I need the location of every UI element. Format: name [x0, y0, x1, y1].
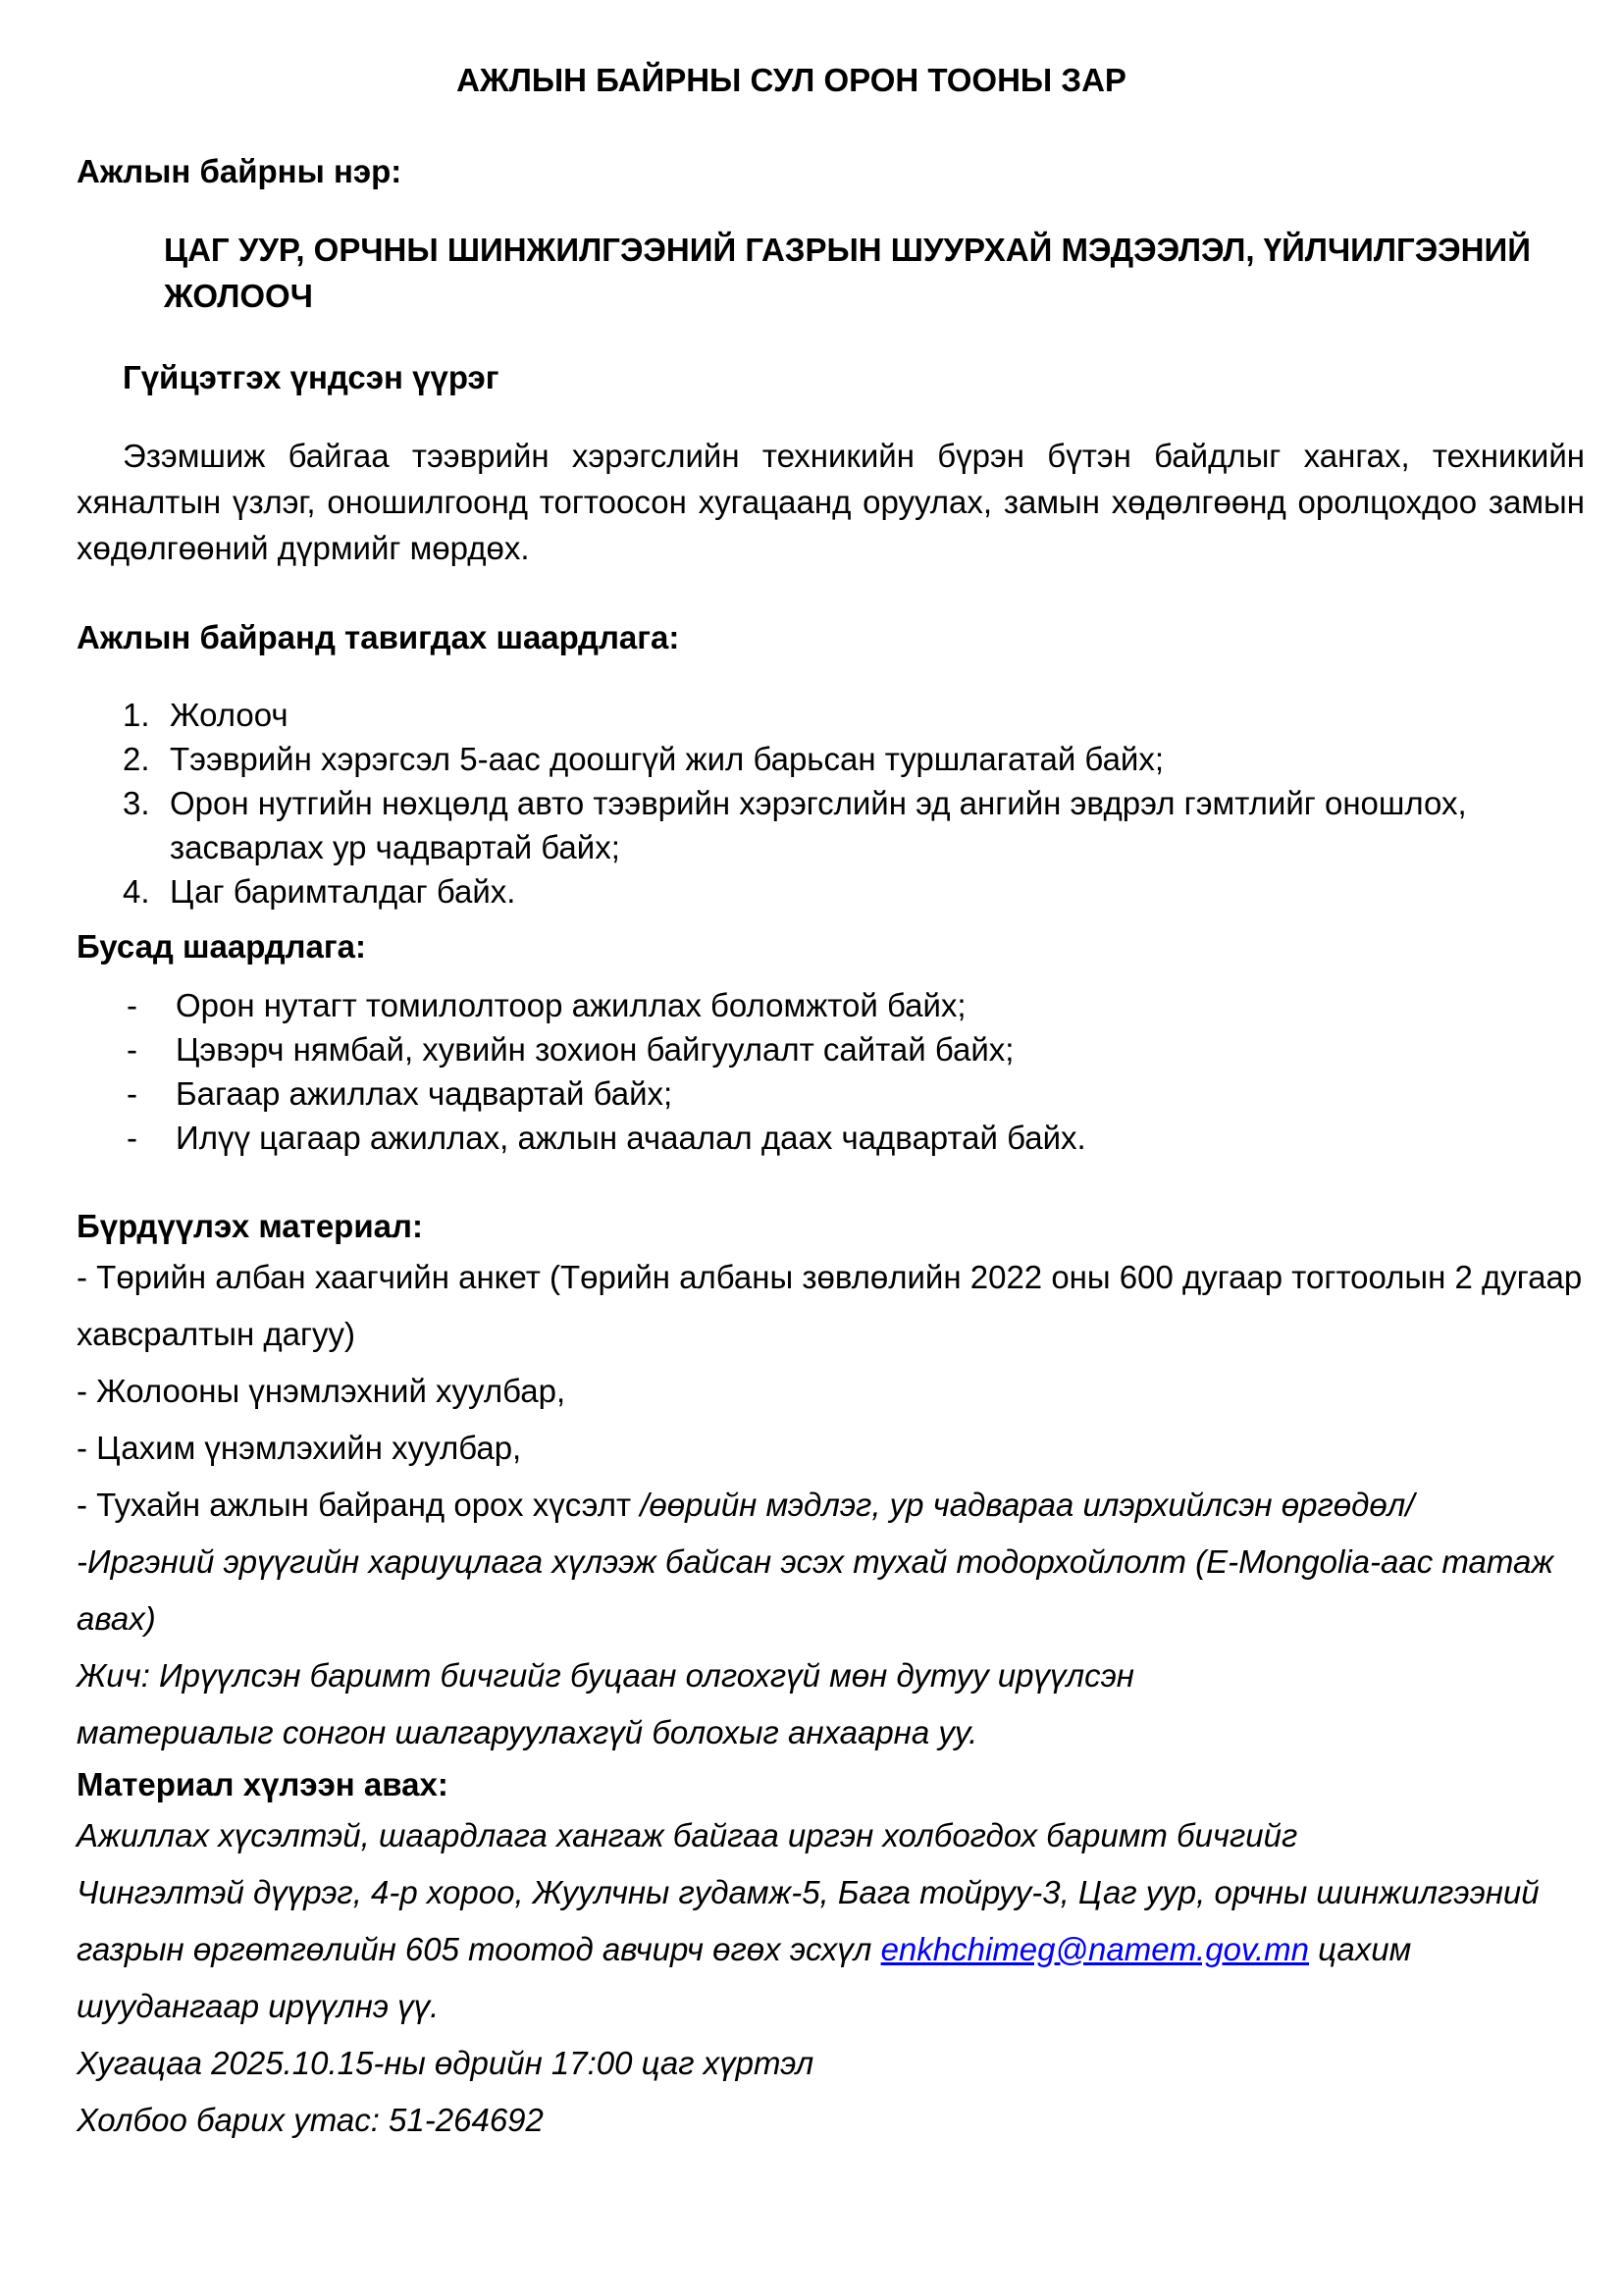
- list-number: 2.: [123, 741, 150, 777]
- contact-text: Холбоо барих утас: 51-264692: [77, 2102, 544, 2138]
- job-name-value: ЦАГ УУР, ОРЧНЫ ШИНЖИЛГЭЭНИЙ ГАЗРЫН ШУУРХАЙ МЭДЭЭЛЭЛ, ҮЙЛЧИЛГЭЭНИЙ ЖОЛООЧ: [164, 232, 1531, 314]
- other-requirement-text: Орон нутагт томилолтоор ажиллах боломжтой байх;: [176, 987, 967, 1023]
- requirement-item: [77, 693, 1585, 737]
- duty-body: Эзэмшиж байгаа тээврийн хэрэгслийн техникийн бүрэн бүтэн байдлыг хангах, техникийн хяналтын үзлэг, оношилгоонд тогтоосон хугацаанд оруулах, замын хөдөлгөөнд оролцохдоо замын хөдөлгөөний дүрмийг мөрдөх.: [77, 438, 1585, 566]
- material-item-driver-license: - Жолооны үнэмлэхний хуулбар,: [77, 1373, 566, 1409]
- note-line-2: материалыг сонгон шалгаруулахгүй болохыг анхаарна уу.: [77, 1714, 978, 1750]
- document-title: АЖЛЫН БАЙРНЫ СУЛ ОРОН ТООНЫ ЗАР: [456, 62, 1126, 98]
- deadline-text: Хугацаа 2025.10.15-ны өдрийн 17:00 цаг хүртэл: [77, 2045, 814, 2081]
- requirement-text: Орон нутгийн нөхцөлд авто тээврийн хэрэгслийн эд ангийн эвдрэл гэмтлийг оношлох, засварлах ур чадвартай байх;: [170, 785, 1467, 865]
- requirement-item: [77, 869, 1585, 913]
- material-item-application-italic: /өөрийн мэдлэг, ур чадвараа илэрхийлсэн өргөдөл/: [640, 1487, 1415, 1523]
- lower-sections: [77, 1203, 1585, 2149]
- material-item-criminal-record: -Иргэний эрүүгийн хариуцлага хүлээж байсан эсэх тухай тодорхойлолт (E-Mongolia-аас татаж авах): [77, 1543, 1554, 1637]
- list-dash: -: [127, 987, 137, 1023]
- list-dash: -: [127, 1031, 137, 1068]
- note-line-1: Жич: Ирүүлсэн баримт бичгийг буцаан олгохгүй мөн дутуу ирүүлсэн: [77, 1657, 1134, 1694]
- other-requirement-item: [77, 1116, 1585, 1160]
- other-requirements-heading: Бусад шаардлага:: [77, 928, 366, 965]
- submission-address: [77, 1864, 1585, 2035]
- requirement-item: [77, 737, 1585, 781]
- email-link[interactable]: enkhchimeg@namem.gov.mn: [880, 1931, 1309, 1967]
- other-requirement-text: Илүү цагаар ажиллах, ажлын ачаалал даах чадвартай байх.: [176, 1120, 1086, 1156]
- material-item-id-copy: - Цахим үнэмлэхийн хуулбар,: [77, 1430, 522, 1466]
- other-requirement-text: Багаар ажиллах чадвартай байх;: [176, 1075, 673, 1112]
- other-requirement-item: [77, 983, 1585, 1027]
- other-requirement-item: [77, 1071, 1585, 1116]
- requirement-text: Цаг баримталдаг байх.: [170, 873, 516, 910]
- material-item-application: [77, 1477, 1585, 1534]
- requirements-list: [77, 693, 1585, 913]
- duty-heading: Гүйцэтгэх үндсэн үүрэг: [123, 359, 499, 395]
- job-name-label: Ажлын байрны нэр:: [77, 153, 402, 189]
- submission-heading: Материал хүлээн авах:: [77, 1766, 448, 1802]
- other-requirements-list: [77, 983, 1585, 1160]
- submission-address-before-email: Чингэлтэй дүүрэг, 4-р хороо, Жуулчны гудамж-5, Бага тойруу-3, Цаг уур, орчны шинжилгээний газрын өргөтгөлийн 605 тоотод авчирч өгөх эсхүл: [77, 1874, 1540, 1967]
- list-number: 4.: [123, 873, 150, 910]
- other-requirement-text: Цэвэрч нямбай, хувийн зохион байгуулалт сайтай байх;: [176, 1031, 1015, 1068]
- other-requirement-item: [77, 1027, 1585, 1071]
- requirement-text: Жолооч: [170, 697, 288, 733]
- requirement-item: [77, 781, 1585, 869]
- material-item-anket: - Төрийн албан хаагчийн анкет (Төрийн албаны зөвлөлийн 2022 оны 600 дугаар тогтоолын 2 дугаар хавсралтын дагуу): [77, 1259, 1583, 1352]
- list-number: 3.: [123, 785, 150, 821]
- list-number: 1.: [123, 697, 150, 733]
- submission-address-after-email: цахим шуудангаар ирүүлнэ үү.: [77, 1931, 1412, 2024]
- material-item-application-normal: - Тухайн ажлын байранд орох хүсэлт: [77, 1487, 641, 1523]
- submission-intro: Ажиллах хүсэлтэй, шаардлага хангаж байгаа иргэн холбогдох баримт бичгийг: [77, 1817, 1298, 1853]
- requirement-text: Тээврийн хэрэгсэл 5-аас доошгүй жил барьсан туршлагатай байх;: [170, 741, 1165, 777]
- requirements-heading: Ажлын байранд тавигдах шаардлага:: [77, 619, 680, 655]
- list-dash: -: [127, 1120, 137, 1156]
- materials-heading: Бүрдүүлэх материал:: [77, 1208, 423, 1244]
- list-dash: -: [127, 1075, 137, 1112]
